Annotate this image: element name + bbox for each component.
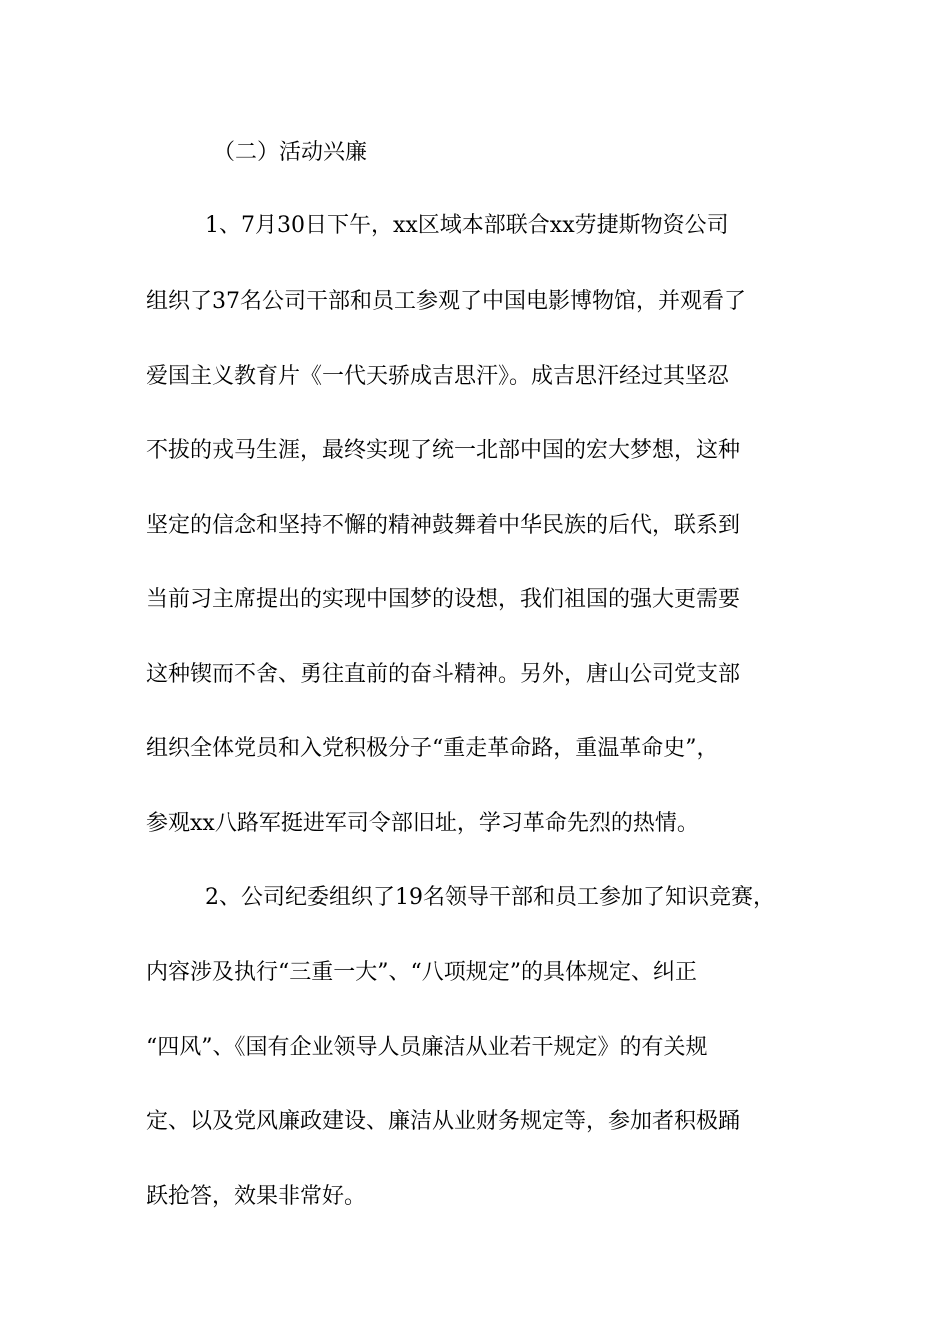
section-heading: （二）活动兴廉 bbox=[213, 140, 368, 165]
paragraph-2-line-3: “四风”、《国有企业领导人员廉洁从业若干规定》的有关规 bbox=[146, 1035, 708, 1060]
paragraph-1-line-6: 当前习主席提出的实现中国梦的设想，我们祖国的强大更需要 bbox=[146, 587, 741, 612]
paragraph-2-line-1: 2、公司纪委组织了19名领导干部和员工参加了知识竞赛， bbox=[205, 885, 775, 910]
paragraph-1-line-7: 这种锲而不舍、勇往直前的奋斗精神。另外，唐山公司党支部 bbox=[146, 662, 741, 687]
paragraph-1-line-2: 组织了37名公司干部和员工参观了中国电影博物馆，并观看了 bbox=[146, 289, 746, 314]
paragraph-1-line-8: 组织全体党员和入党积极分子“重走革命路，重温革命史”， bbox=[146, 736, 719, 761]
paragraph-2-line-4: 定、以及党风廉政建设、廉洁从业财务规定等，参加者积极踊 bbox=[146, 1109, 741, 1134]
paragraph-1-line-9: 参观xx八路军挺进军司令部旧址，学习革命先烈的热情。 bbox=[146, 811, 699, 836]
paragraph-1-line-5: 坚定的信念和坚持不懈的精神鼓舞着中华民族的后代，联系到 bbox=[146, 513, 741, 538]
paragraph-1-line-1: 1、7月30日下午，xx区域本部联合xx劳捷斯物资公司 bbox=[205, 213, 729, 238]
paragraph-1-line-4: 不拔的戎马生涯，最终实现了统一北部中国的宏大梦想，这种 bbox=[146, 438, 741, 463]
paragraph-1-line-3: 爱国主义教育片《一代天骄成吉思汗》。成吉思汗经过其坚忍 bbox=[146, 364, 730, 389]
paragraph-2-line-2: 内容涉及执行“三重一大”、“八项规定”的具体规定、纠正 bbox=[146, 960, 697, 985]
paragraph-2-line-5: 跃抢答，效果非常好。 bbox=[146, 1184, 367, 1209]
